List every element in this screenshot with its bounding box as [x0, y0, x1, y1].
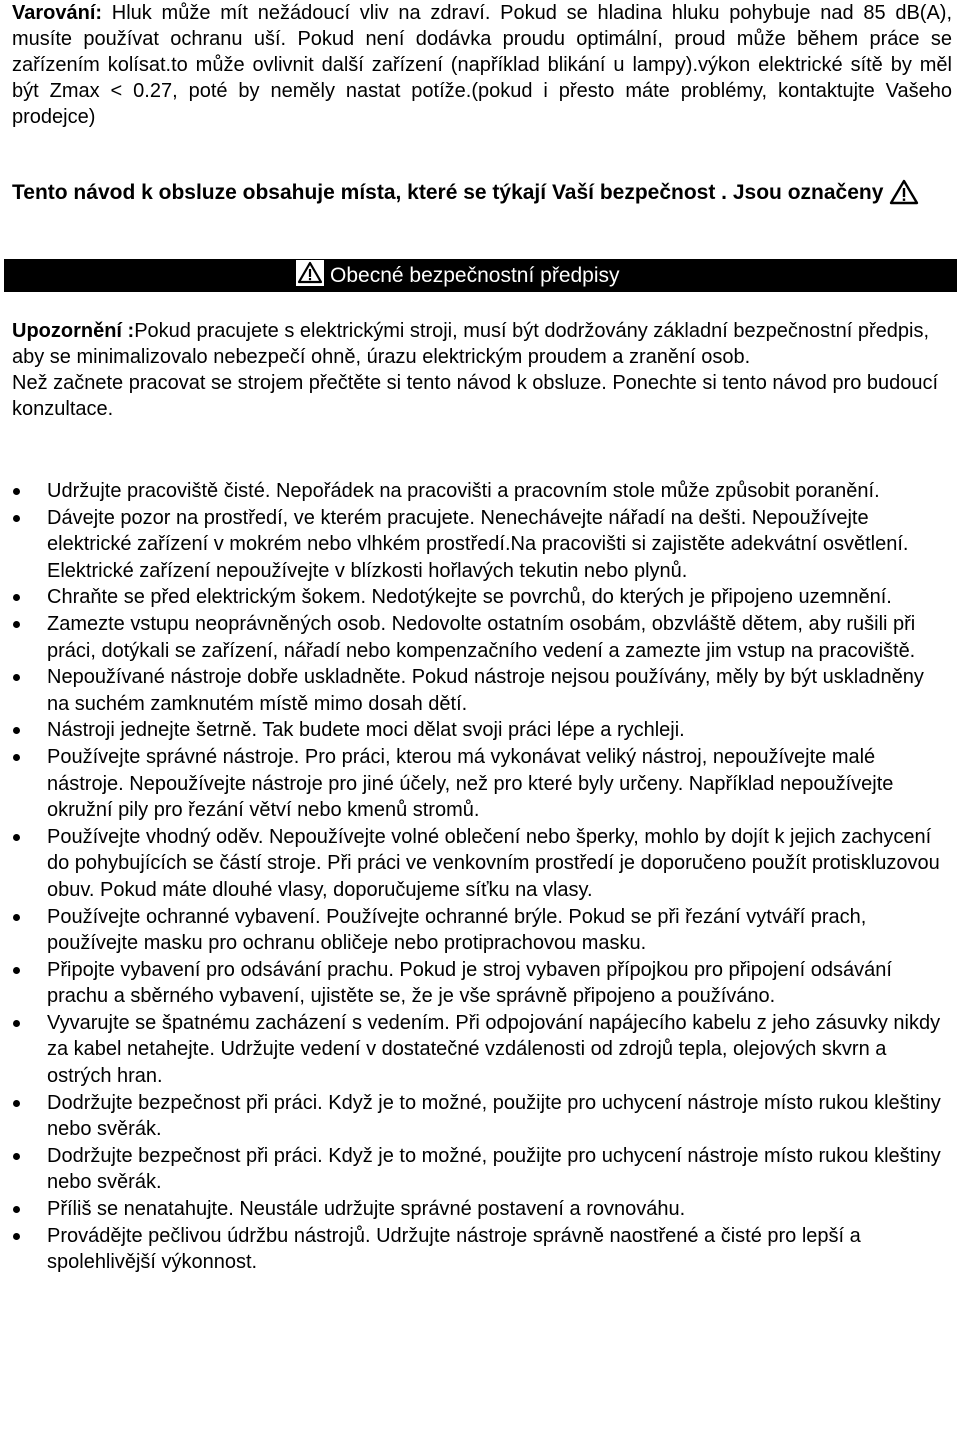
caution-label: Upozornění :	[12, 320, 135, 342]
list-item: Udržujte pracoviště čisté. Nepořádek na pracovišti a pracovním stole může způsobit poranění.	[0, 478, 950, 505]
list-item: Zamezte vstupu neoprávněných osob. Nedovolte ostatním osobám, obzvláště dětem, aby rušili při práci, dotýkali se zařízení, nářadí nebo kompenzačního vedení a zamezte jim vstup na pracoviště.	[0, 611, 950, 664]
caution-paragraph	[12, 318, 952, 370]
list-item: Příliš se nenatahujte. Neustále udržujte správné postavení a rovnováhu.	[0, 1196, 950, 1223]
list-item: Používejte správné nástroje. Pro práci, kterou má vykonávat veliký nástroj, nepoužívejte malé nástroje. Nepoužívejte nástroje pro jiné účely, než pro které byly určeny. Například nepoužívejte okružní pily pro řezání větví nebo kmenů stromů.	[0, 744, 950, 824]
list-item: Používejte vhodný oděv. Nepoužívejte volné oblečení nebo šperky, mohlo by dojít k jejich zachycení do pohybujících se částí stroje. Při práci ve venkovním prostředí je doporučeno použít protiskluzovou obuv. Pokud máte dlouhé vlasy, doporučujeme síťku na vlasy.	[0, 824, 950, 904]
list-item: Používejte ochranné vybavení. Používejte ochranné brýle. Pokud se při řezání vytváří prach, používejte masku pro ochranu obličeje nebo protiprachovou masku.	[0, 904, 950, 957]
list-item: Chraňte se před elektrickým šokem. Nedotýkejte se povrchů, do kterých je připojeno uzemnění.	[0, 584, 950, 611]
section-header-bar	[4, 259, 957, 292]
safety-note	[12, 178, 952, 213]
list-item: Připojte vybavení pro odsávání prachu. Pokud je stroj vybaven přípojkou pro připojení odsávání prachu a sběrného vybavení, ujistěte se, že je vše správně připojeno a používáno.	[0, 957, 950, 1010]
safety-rules-list	[0, 478, 950, 1276]
list-item: Nepoužívané nástroje dobře uskladněte. Pokud nástroje nejsou používány, měly by být uskladněny na suchém zamknutém místě mimo dosah dětí.	[0, 664, 950, 717]
noise-warning-paragraph	[12, 0, 952, 130]
list-item: Provádějte pečlivou údržbu nástrojů. Udržujte nástroje správně naostřené a čisté pro lepší a spolehlivější výkonnost.	[0, 1223, 950, 1276]
warning-label: Varování:	[12, 2, 103, 24]
warning-triangle-icon	[296, 260, 324, 296]
intro-block	[12, 318, 952, 422]
warning-triangle-icon	[889, 179, 919, 213]
list-item: Dávejte pozor na prostředí, ve kterém pracujete. Nenechávejte nářadí na dešti. Nepoužívejte elektrické zařízení v mokrém nebo vlhkém prostředí.Na pracovišti si zajistěte adekvátní osvětlení. Elektrické zařízení nepoužívejte v blízkosti hořlavých tekutin nebo plynů.	[0, 505, 950, 585]
list-item: Nástroji jednejte šetrně. Tak budete moci dělat svoji práci lépe a rychleji.	[0, 717, 950, 744]
list-item: Vyvarujte se špatnému zacházení s vedením. Při odpojování napájecího kabelu z jeho zásuvky nikdy za kabel netahejte. Udržujte vedení v dostatečné vzdálenosti od zdrojů tepla, olejových skvrn a ostrých hran.	[0, 1010, 950, 1090]
read-manual-paragraph: Než začnete pracovat se strojem přečtěte si tento návod k obsluze. Ponechte si tento návod pro budoucí konzultace.	[12, 372, 939, 420]
safety-note-text: Tento návod k obsluze obsahuje místa, které se týkají Vaší bezpečnost . Jsou označeny	[12, 181, 884, 204]
warning-text: Hluk může mít nežádoucí vliv na zdraví. Pokud se hladina hluku pohybuje nad 85 dB(A), musíte používat ochranu uší. Pokud není dodávka proudu optimální, proud může během práce se zařízením kolísat.to může ovlivnit další zařízení (například blikání u lampy).výkon elektrické sítě by měl být Zmax < 0.27, poté by neměly nastat potíže.(pokud i přesto máte problémy, kontaktujte Vašeho prodejce)	[12, 2, 952, 128]
section-title: Obecné bezpečnostní předpisy	[330, 264, 620, 287]
list-item: Dodržujte bezpečnost při práci. Když je to možné, použijte pro uchycení nástroje místo rukou kleštiny nebo svěrák.	[0, 1143, 950, 1196]
list-item: Dodržujte bezpečnost při práci. Když je to možné, použijte pro uchycení nástroje místo rukou kleštiny nebo svěrák.	[0, 1090, 950, 1143]
caution-text: Pokud pracujete s elektrickými stroji, musí být dodržovány základní bezpečnostní předpis, aby se minimalizovalo nebezpečí ohně, úrazu elektrickým proudem a zranění osob.	[12, 320, 930, 368]
